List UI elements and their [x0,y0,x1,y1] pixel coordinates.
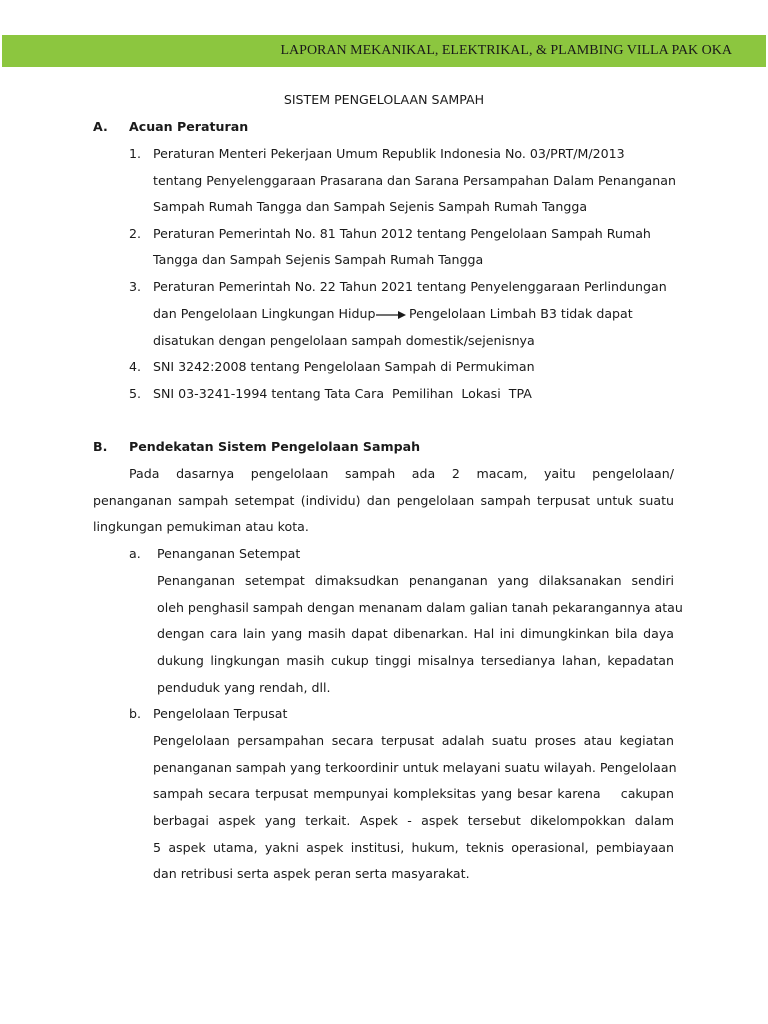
section-a-heading: Acuan Peraturan [129,119,249,134]
paragraph-line: dengan cara lain yang masih dapat dibenarkan. Hal ini dimungkinkan bila daya [157,626,674,641]
list-item-number: 4. [129,359,142,374]
document-title: SISTEM PENGELOLAAN SAMPAH [283,92,485,107]
paragraph-line: dan retribusi serta aspek peran serta masyarakat. [153,866,470,881]
list-item-number: 5. [129,386,142,401]
paragraph-line: penanganan sampah setempat (individu) dan pengelolaan sampah terpusat untuk suatu [93,493,674,508]
subsection-b-letter: b. [129,706,141,721]
list-item-text: Peraturan Pemerintah No. 22 Tahun 2021 tentang Penyelenggaraan Perlindungan [153,279,667,294]
paragraph-line: Pengelolaan persampahan secara terpusat adalah suatu proses atau kegiatan [153,733,674,748]
list-item-text: dan Pengelolaan Lingkungan Hidup [153,306,376,321]
list-item-text: SNI 03-3241-1994 tentang Tata Cara Pemilihan Lokasi TPA [153,386,532,401]
list-item-text: Sampah Rumah Tangga dan Sampah Sejenis Sampah Rumah Tangga [153,199,588,214]
paragraph-line: oleh penghasil sampah dengan menanam dalam galian tanah pekarangannya atau [157,600,683,615]
paragraph-line: Penanganan setempat dimaksudkan penanganan yang dilaksanakan sendiri [157,573,674,588]
paragraph-line: sampah secara terpusat mempunyai kompleksitas yang besar karena cakupan [153,786,674,801]
section-a-letter: A. [93,119,108,134]
section-b-letter: B. [93,439,108,454]
subsection-b-heading: Pengelolaan Terpusat [153,706,288,721]
list-item-text: tentang Penyelenggaraan Prasarana dan Sarana Persampahan Dalam Penanganan [153,173,676,188]
list-item-number: 2. [129,226,142,241]
subsection-a-letter: a. [129,546,141,561]
list-item-text: Peraturan Menteri Pekerjaan Umum Republik Indonesia No. 03/PRT/M/2013 [153,146,625,161]
section-b-heading: Pendekatan Sistem Pengelolaan Sampah [129,439,421,454]
paragraph-line: penduduk yang rendah, dll. [157,680,331,695]
paragraph-line: lingkungan pemukiman atau kota. [93,519,309,534]
paragraph-line: penanganan sampah yang terkoordinir untuk melayani suatu wilayah. Pengelolaan [153,760,677,775]
list-item-number: 3. [129,279,142,294]
arrow-right-icon [376,309,406,321]
subsection-a-heading: Penanganan Setempat [157,546,301,561]
paragraph-line: berbagai aspek yang terkait. Aspek - aspek tersebut dikelompokkan dalam [153,813,674,828]
paragraph-line: Pada dasarnya pengelolaan sampah ada 2 macam, yaitu pengelolaan/ [129,466,674,481]
list-item-text: Peraturan Pemerintah No. 81 Tahun 2012 tentang Pengelolaan Sampah Rumah [153,226,651,241]
list-item-text: Pengelolaan Limbah B3 tidak dapat [409,306,633,321]
list-item-text: disatukan dengan pengelolaan sampah domestik/sejenisnya [153,333,535,348]
paragraph-line: 5 aspek utama, yakni aspek institusi, hukum, teknis operasional, pembiayaan [153,840,674,855]
header-bar [2,35,766,67]
list-item-text: Tangga dan Sampah Sejenis Sampah Rumah Tangga [153,252,484,267]
header-title: LAPORAN MEKANIKAL, ELEKTRIKAL, & PLAMBING VILLA PAK OKA [280,43,732,58]
list-item-number: 1. [129,146,142,161]
list-item-text: SNI 3242:2008 tentang Pengelolaan Sampah di Permukiman [153,359,535,374]
paragraph-line: dukung lingkungan masih cukup tinggi misalnya tersedianya lahan, kepadatan [157,653,674,668]
